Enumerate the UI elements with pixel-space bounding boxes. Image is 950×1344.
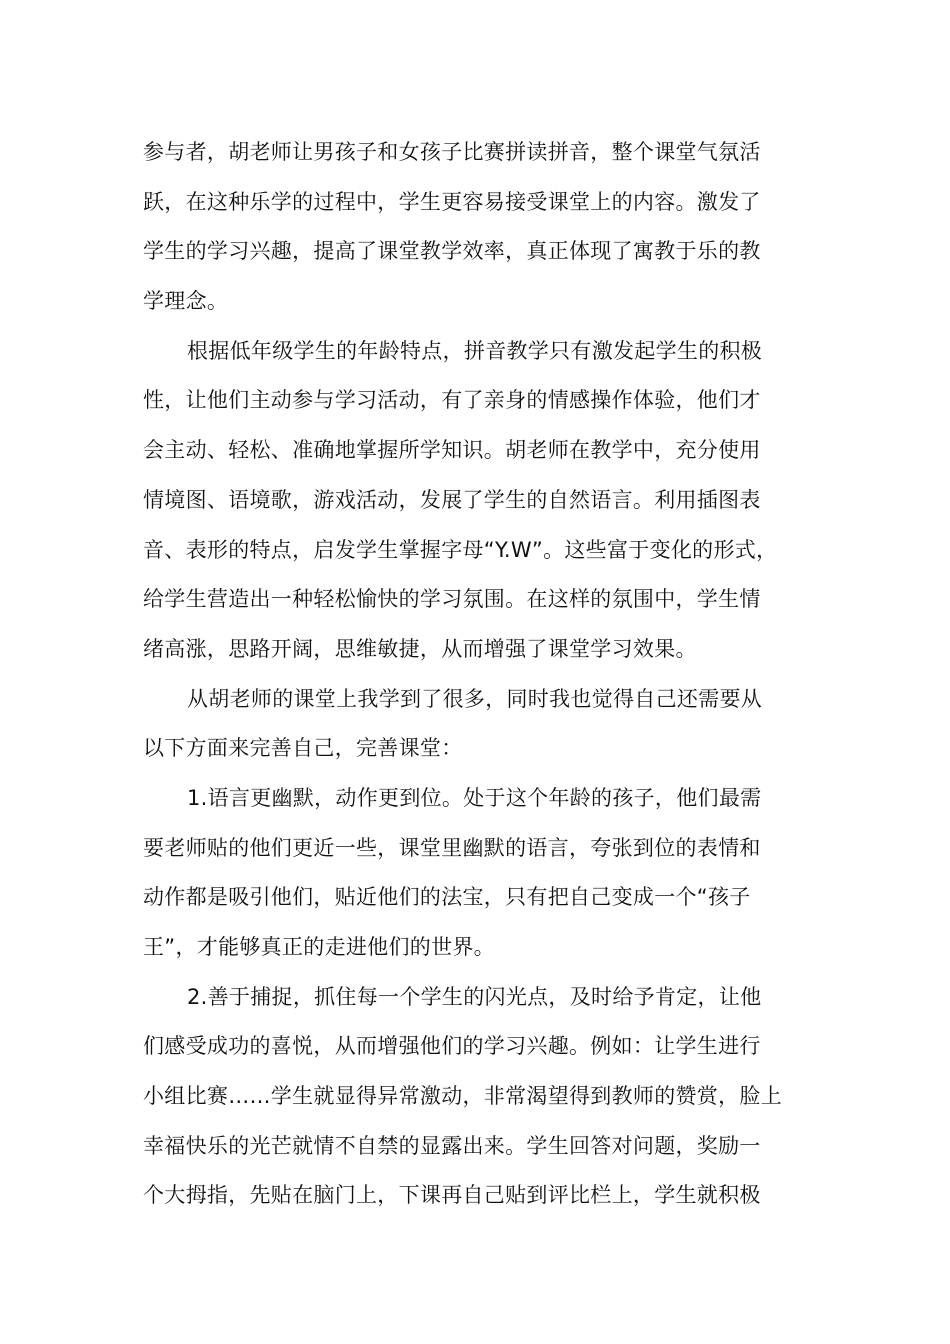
text-line: 性，让他们主动参与学习活动，有了亲身的情感操作体验，他们才 <box>143 388 761 413</box>
text-line: 以下方面来完善自己，完善课堂： <box>143 736 463 761</box>
text-line: 要老师贴的他们更近一些，课堂里幽默的语言，夸张到位的表情和 <box>143 835 761 860</box>
text-line: 个大拇指，先贴在脑门上，下课再自己贴到评比栏上，学生就积极 <box>143 1183 761 1208</box>
paragraph-start-line: 1.语言更幽默，动作更到位。处于这个年龄的孩子，他们最需 <box>187 785 762 810</box>
text-line: 幸福快乐的光芒就情不自禁的显露出来。学生回答对问题，奖励一 <box>143 1133 761 1158</box>
text-line: 跃，在这种乐学的过程中，学生更容易接受课堂上的内容。激发了 <box>143 189 761 214</box>
text-line: 小组比赛……学生就显得异常激动，非常渴望得到教师的赞赏，脸上 <box>143 1084 782 1109</box>
text-line: 绪高涨，思路开阔，思维敏捷，从而增强了课堂学习效果。 <box>143 636 697 661</box>
text-line: 们感受成功的喜悦，从而增强他们的学习兴趣。例如：让学生进行 <box>143 1034 761 1059</box>
paragraph-start-line: 2.善于捕捉，抓住每一个学生的闪光点，及时给予肯定，让他 <box>187 984 762 1009</box>
text-line: 参与者，胡老师让男孩子和女孩子比赛拼读拼音，整个课堂气氛活 <box>143 140 761 164</box>
paragraph-start-line: 根据低年级学生的年龄特点，拼音教学只有激发起学生的积极 <box>187 338 763 363</box>
text-line: 给学生营造出一种轻松愉快的学习氛围。在这样的氛围中，学生情 <box>143 587 761 612</box>
text-line: 情境图、语境歌，游戏活动，发展了学生的自然语言。利用插图表 <box>143 487 761 512</box>
text-line: 王”，才能够真正的走进他们的世界。 <box>143 935 495 959</box>
paragraph-start-line: 从胡老师的课堂上我学到了很多，同时我也觉得自己还需要从 <box>187 686 763 711</box>
text-line: 动作都是吸引他们，贴近他们的法宝，只有把自己变成一个“孩子 <box>143 885 751 910</box>
text-line: 会主动、轻松、准确地掌握所学知识。胡老师在教学中，充分使用 <box>143 438 761 463</box>
text-line: 学生的学习兴趣，提高了课堂教学效率，真正体现了寓教于乐的教 <box>143 239 761 264</box>
text-line: 学理念。 <box>143 289 229 314</box>
text-line: 音、表形的特点，启发学生掌握字母“Y.W”。这些富于变化的形式， <box>143 537 778 562</box>
body-text <box>143 128 813 1221</box>
